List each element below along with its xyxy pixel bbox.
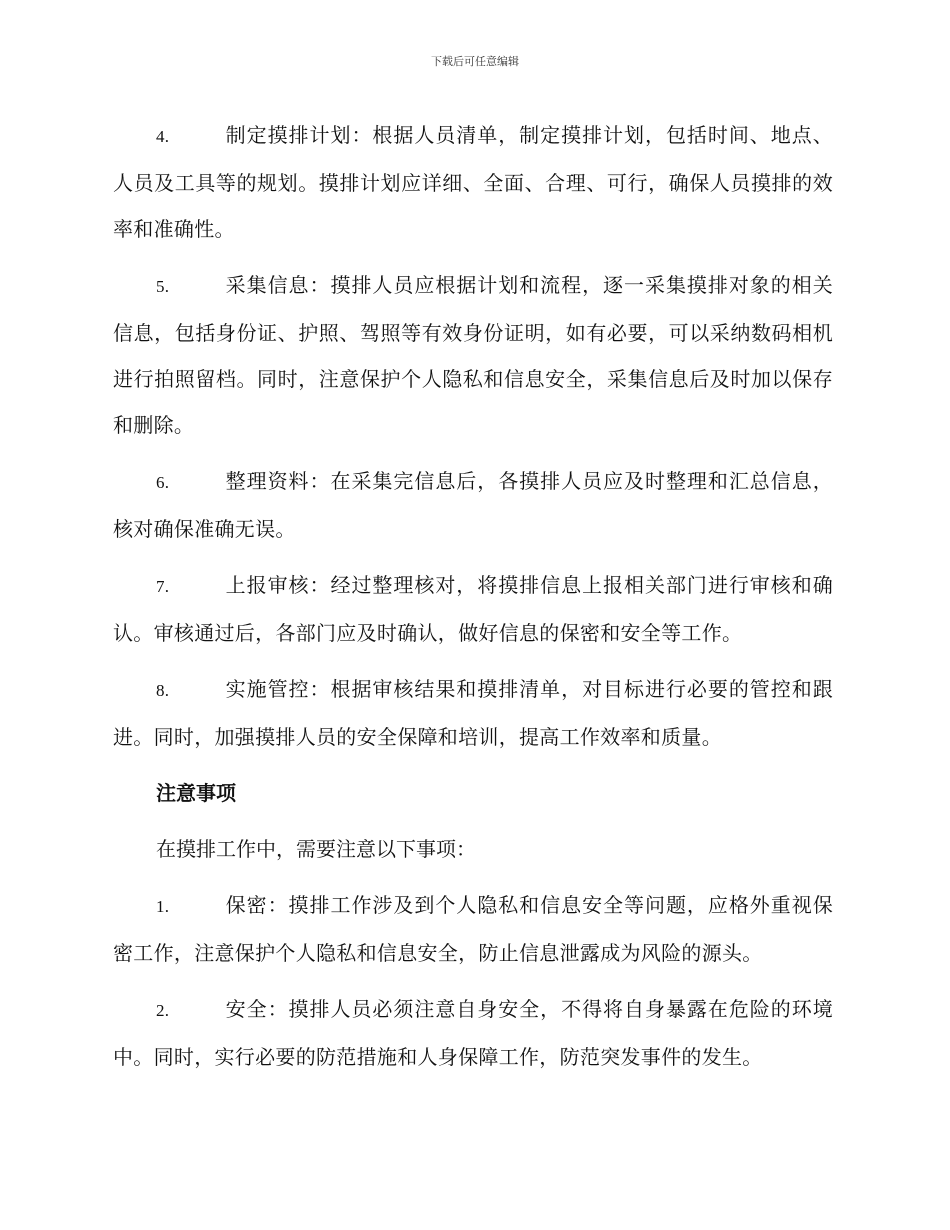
step-number: 7. — [156, 577, 170, 596]
step-number: 6. — [156, 473, 170, 492]
section-heading: 注意事项 — [156, 781, 236, 805]
note-number: 2. — [156, 1001, 170, 1020]
step-text: 实施管控：根据审核结果和摸排清单，对目标进行必要的管控和跟进。同时，加强摸排人员的安全保障和培训，提高工作效率和质量。 — [113, 677, 833, 749]
step-text: 上报审核：经过整理核对，将摸排信息上报相关部门进行审核和确认。审核通过后，各部门应及时确认，做好信息的保密和安全等工作。 — [113, 573, 833, 645]
step-8 — [113, 666, 833, 760]
step-5 — [113, 262, 833, 448]
step-number: 5. — [156, 277, 170, 296]
note-text: 保密：摸排工作涉及到个人隐私和信息安全等问题，应格外重视保密工作，注意保护个人隐私和信息安全，防止信息泄露成为风险的源头。 — [113, 893, 833, 965]
step-number: 8. — [156, 681, 170, 700]
header-note: 下载后可任意编辑 — [431, 55, 519, 68]
note-item-1 — [113, 882, 833, 976]
section-intro: 在摸排工作中，需要注意以下事项： — [156, 837, 476, 861]
note-number: 1. — [156, 897, 170, 916]
step-6 — [113, 458, 833, 552]
note-item-2 — [113, 986, 833, 1080]
step-number: 4. — [156, 127, 170, 146]
step-7 — [113, 562, 833, 656]
step-4 — [113, 112, 833, 252]
note-text: 安全：摸排人员必须注意自身安全，不得将自身暴露在危险的环境中。同时，实行必要的防范措施和人身保障工作，防范突发事件的发生。 — [113, 997, 833, 1069]
step-text: 制定摸排计划：根据人员清单，制定摸排计划，包括时间、地点、人员及工具等的规划。摸排计划应详细、全面、合理、可行，确保人员摸排的效率和准确性。 — [113, 123, 833, 241]
document-body — [113, 112, 833, 1090]
step-text: 采集信息：摸排人员应根据计划和流程，逐一采集摸排对象的相关信息，包括身份证、护照、驾照等有效身份证明，如有必要，可以采纳数码相机进行拍照留档。同时，注意保护个人隐私和信息安全，采集信息后及时加以保存和删除。 — [113, 273, 833, 437]
step-text: 整理资料：在采集完信息后，各摸排人员应及时整理和汇总信息，核对确保准确无误。 — [113, 469, 833, 541]
